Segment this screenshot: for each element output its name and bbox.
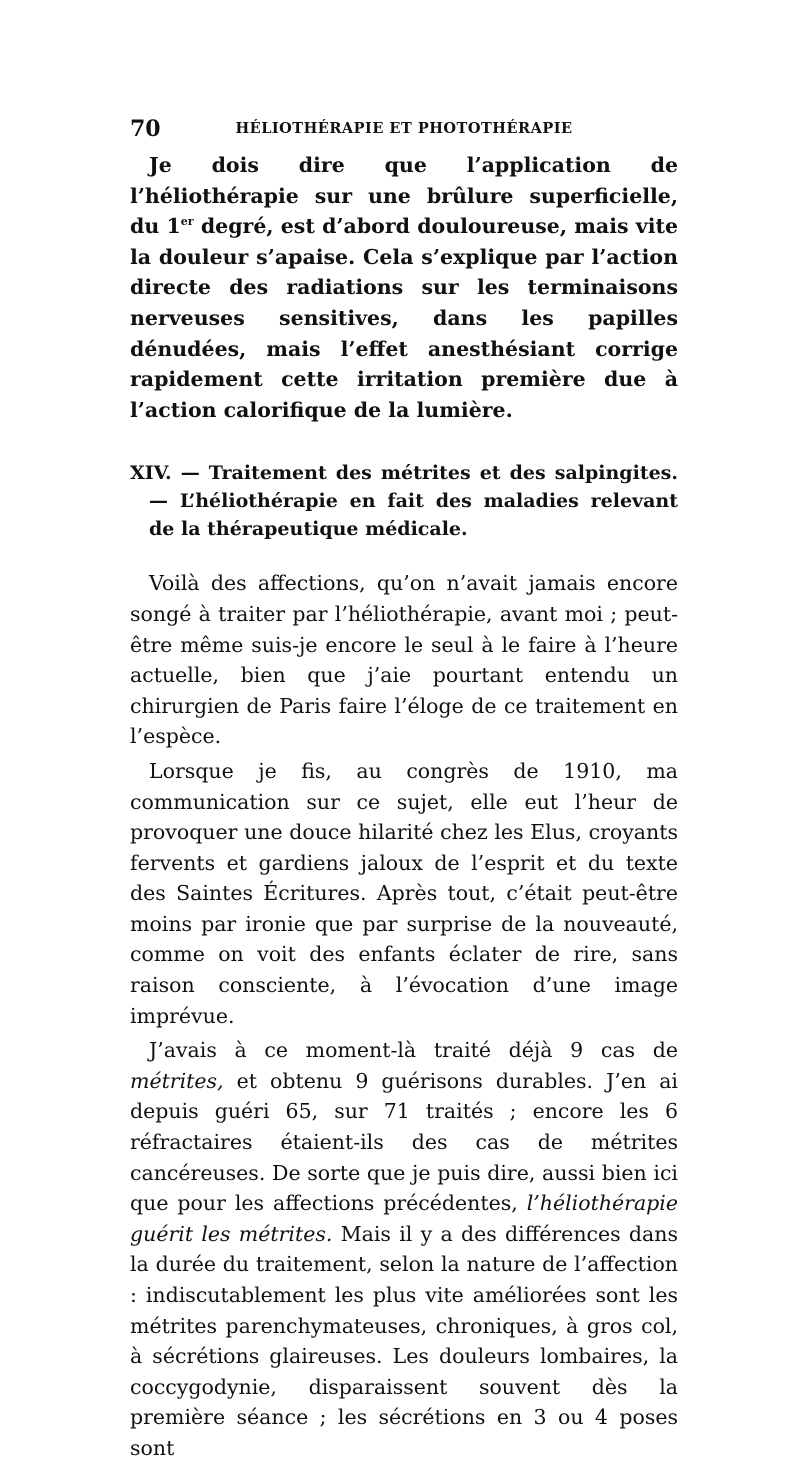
results-text-e: Mais il y a des différences dans la durée du traitement, selon la nature de l’affection : indiscutablement les plus vite améliorées sont les métrites parenchymateuses, chroniques, à gros col, à sécrétions glaireuses. Les douleurs lombaires, la coccygodynie, disparaissent souvent dès la première séance ; les sécrétions en 3 ou 4 poses sont [130, 1221, 678, 1460]
page-number: 70 [130, 116, 161, 142]
paragraph-burns-text-b: degré, est d’abord douloureuse, mais vite la douleur s’apaise. Cela s’explique par l’action directe des radiations sur les terminaisons nerveuses sensitives, dans les papilles dénudées, mais l’effet anesthésiant corrige rapidement cette irritation première due à l’action calorifique de la lumière. [130, 214, 678, 422]
paragraph-affections: Voilà des affections, qu’on n’avait jamais encore songé à traiter par l’héliothérapie, avant moi ; peut-être même suis-je encore le seul à le faire à l’heure actuelle, bien que j’aie pourtant entendu un chirurgien de Paris faire l’éloge de ce traitement en l’espèce. [130, 571, 678, 749]
page-header [130, 116, 678, 146]
results-italic-metrites: métrites, [130, 1068, 224, 1093]
running-title: HÉLIOTHÉRAPIE ET PHOTOTHÉRAPIE [235, 120, 573, 137]
paragraph-results [130, 1035, 678, 1463]
paragraph-congress: Lorsque je fis, au congrès de 1910, ma communication sur ce sujet, elle eut l’heur de provoquer une douce hilarité chez les Elus, croyants fervents et gardiens jaloux de l’esprit et du texte des Saintes Écritures. Après tout, c’était peut-être moins par ironie que par surprise de la nouveauté, comme on voit des enfants éclater de rire, sans raison consciente, à l’évocation d’une image imprévue. [130, 758, 678, 1028]
superscript-er: er [180, 215, 194, 229]
page-body [130, 150, 678, 1464]
paragraph-burns [130, 150, 678, 425]
results-italic-claim: l’héliothérapie guérit les métrites. [130, 1191, 678, 1246]
paragraph-burns-text-a: Je dois dire que l’application de l’héliothérapie sur une brûlure superficielle, du 1 [130, 153, 678, 239]
results-text-c: et obtenu 9 guérisons durables. J’en ai depuis guéri 65, sur 71 traités ; encore les 6 réfractaires étaient-ils des cas de métrites cancéreuses. De sorte que je puis dire, aussi bien ici que pour les affections précédentes, [130, 1068, 678, 1216]
section-heading-xiv: XIV. — Traitement des métrites et des salpingites. — L’héliothérapie en fait des maladies relevant de la thérapeutique médicale. [130, 462, 678, 541]
results-text-a: J’avais à ce moment-là traité déjà 9 cas de [149, 1038, 678, 1063]
